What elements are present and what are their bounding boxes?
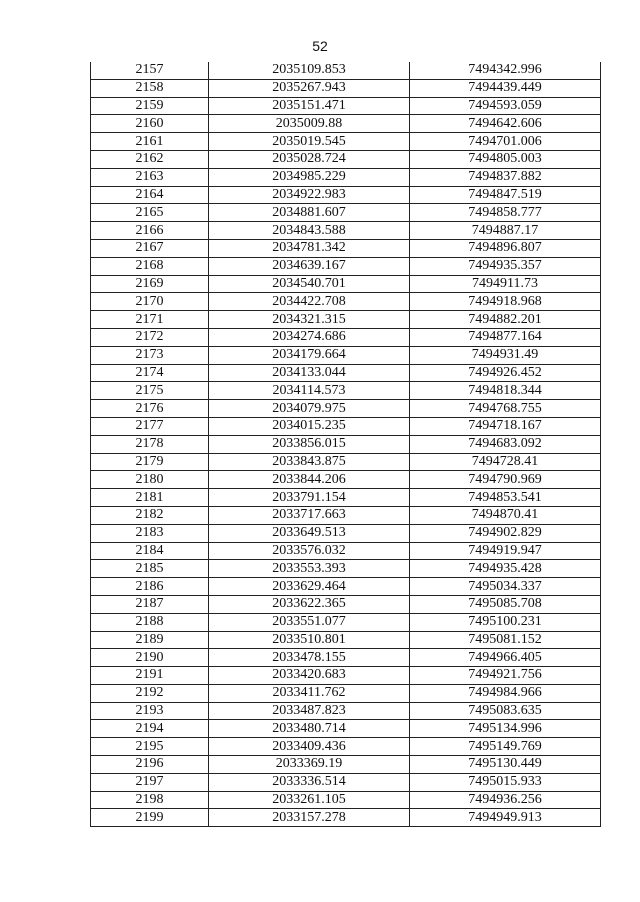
y-coordinate-cell: 7494818.344 [410, 382, 601, 400]
point-number-cell: 2170 [91, 293, 209, 311]
table-row [91, 684, 601, 702]
table-row [91, 293, 601, 311]
point-number-cell: 2190 [91, 649, 209, 667]
x-coordinate-cell: 2034639.167 [209, 257, 410, 275]
page-number: 52 [312, 38, 328, 54]
x-coordinate-cell: 2033369.19 [209, 756, 410, 774]
table-row [91, 773, 601, 791]
y-coordinate-cell: 7494837.882 [410, 168, 601, 186]
x-coordinate-cell: 2035267.943 [209, 79, 410, 97]
x-coordinate-cell: 2033791.154 [209, 489, 410, 507]
point-number-cell: 2157 [91, 62, 209, 79]
point-number-cell: 2195 [91, 738, 209, 756]
x-coordinate-cell: 2033844.206 [209, 471, 410, 489]
table-row [91, 239, 601, 257]
table-row [91, 649, 601, 667]
y-coordinate-cell: 7494949.913 [410, 809, 601, 827]
y-coordinate-cell: 7494936.256 [410, 791, 601, 809]
point-number-cell: 2164 [91, 186, 209, 204]
y-coordinate-cell: 7494701.006 [410, 133, 601, 151]
table-row [91, 595, 601, 613]
x-coordinate-cell: 2034133.044 [209, 364, 410, 382]
y-coordinate-cell: 7494911.73 [410, 275, 601, 293]
table-row [91, 471, 601, 489]
point-number-cell: 2175 [91, 382, 209, 400]
table-row [91, 667, 601, 685]
point-number-cell: 2167 [91, 239, 209, 257]
y-coordinate-cell: 7494805.003 [410, 150, 601, 168]
y-coordinate-cell: 7495134.996 [410, 720, 601, 738]
point-number-cell: 2197 [91, 773, 209, 791]
x-coordinate-cell: 2033622.365 [209, 595, 410, 613]
x-coordinate-cell: 2033649.513 [209, 524, 410, 542]
x-coordinate-cell: 2033409.436 [209, 738, 410, 756]
x-coordinate-cell: 2035028.724 [209, 150, 410, 168]
point-number-cell: 2158 [91, 79, 209, 97]
y-coordinate-cell: 7494858.777 [410, 204, 601, 222]
point-number-cell: 2163 [91, 168, 209, 186]
table-row [91, 168, 601, 186]
table-row [91, 97, 601, 115]
x-coordinate-cell: 2033420.683 [209, 667, 410, 685]
y-coordinate-cell: 7494935.428 [410, 560, 601, 578]
y-coordinate-cell: 7494768.755 [410, 400, 601, 418]
table-row [91, 186, 601, 204]
x-coordinate-cell: 2033629.464 [209, 578, 410, 596]
table-row [91, 435, 601, 453]
point-number-cell: 2183 [91, 524, 209, 542]
y-coordinate-cell: 7494882.201 [410, 311, 601, 329]
y-coordinate-cell: 7494926.452 [410, 364, 601, 382]
table-row [91, 417, 601, 435]
point-number-cell: 2165 [91, 204, 209, 222]
point-number-cell: 2184 [91, 542, 209, 560]
table-row [91, 133, 601, 151]
x-coordinate-cell: 2034422.708 [209, 293, 410, 311]
point-number-cell: 2174 [91, 364, 209, 382]
table-row [91, 364, 601, 382]
x-coordinate-cell: 2033411.762 [209, 684, 410, 702]
y-coordinate-cell: 7494439.449 [410, 79, 601, 97]
y-coordinate-cell: 7494342.996 [410, 62, 601, 79]
point-number-cell: 2194 [91, 720, 209, 738]
x-coordinate-cell: 2034922.983 [209, 186, 410, 204]
x-coordinate-cell: 2035151.471 [209, 97, 410, 115]
y-coordinate-cell: 7495130.449 [410, 756, 601, 774]
point-number-cell: 2198 [91, 791, 209, 809]
point-number-cell: 2166 [91, 222, 209, 240]
table-row [91, 150, 601, 168]
table-row [91, 328, 601, 346]
y-coordinate-cell: 7494593.059 [410, 97, 601, 115]
table-row [91, 79, 601, 97]
x-coordinate-cell: 2034781.342 [209, 239, 410, 257]
point-number-cell: 2180 [91, 471, 209, 489]
x-coordinate-cell: 2034843.588 [209, 222, 410, 240]
x-coordinate-cell: 2034321.315 [209, 311, 410, 329]
x-coordinate-cell: 2034881.607 [209, 204, 410, 222]
y-coordinate-cell: 7494966.405 [410, 649, 601, 667]
y-coordinate-cell: 7494902.829 [410, 524, 601, 542]
point-number-cell: 2171 [91, 311, 209, 329]
y-coordinate-cell: 7494642.606 [410, 115, 601, 133]
point-number-cell: 2181 [91, 489, 209, 507]
x-coordinate-cell: 2035109.853 [209, 62, 410, 79]
x-coordinate-cell: 2034540.701 [209, 275, 410, 293]
x-coordinate-cell: 2033717.663 [209, 506, 410, 524]
x-coordinate-cell: 2034179.664 [209, 346, 410, 364]
y-coordinate-cell: 7494935.357 [410, 257, 601, 275]
point-number-cell: 2168 [91, 257, 209, 275]
x-coordinate-cell: 2033478.155 [209, 649, 410, 667]
table-row [91, 560, 601, 578]
table-row [91, 400, 601, 418]
x-coordinate-cell: 2033576.032 [209, 542, 410, 560]
table-row [91, 453, 601, 471]
y-coordinate-cell: 7494728.41 [410, 453, 601, 471]
y-coordinate-cell: 7494853.541 [410, 489, 601, 507]
point-number-cell: 2179 [91, 453, 209, 471]
y-coordinate-cell: 7495083.635 [410, 702, 601, 720]
x-coordinate-cell: 2033480.714 [209, 720, 410, 738]
point-number-cell: 2185 [91, 560, 209, 578]
x-coordinate-cell: 2033261.105 [209, 791, 410, 809]
point-number-cell: 2182 [91, 506, 209, 524]
point-number-cell: 2169 [91, 275, 209, 293]
point-number-cell: 2199 [91, 809, 209, 827]
table-row [91, 62, 601, 79]
point-number-cell: 2162 [91, 150, 209, 168]
table-row [91, 311, 601, 329]
table-row [91, 631, 601, 649]
y-coordinate-cell: 7495085.708 [410, 595, 601, 613]
point-number-cell: 2176 [91, 400, 209, 418]
y-coordinate-cell: 7494919.947 [410, 542, 601, 560]
y-coordinate-cell: 7494931.49 [410, 346, 601, 364]
table-row [91, 738, 601, 756]
x-coordinate-cell: 2033157.278 [209, 809, 410, 827]
x-coordinate-cell: 2034274.686 [209, 328, 410, 346]
table-row [91, 204, 601, 222]
y-coordinate-cell: 7495100.231 [410, 613, 601, 631]
table-row [91, 382, 601, 400]
point-number-cell: 2192 [91, 684, 209, 702]
y-coordinate-cell: 7495081.152 [410, 631, 601, 649]
table-row [91, 756, 601, 774]
point-number-cell: 2186 [91, 578, 209, 596]
x-coordinate-cell: 2034015.235 [209, 417, 410, 435]
point-number-cell: 2178 [91, 435, 209, 453]
y-coordinate-cell: 7494887.17 [410, 222, 601, 240]
table-row [91, 720, 601, 738]
table-row [91, 346, 601, 364]
x-coordinate-cell: 2033510.801 [209, 631, 410, 649]
y-coordinate-cell: 7494918.968 [410, 293, 601, 311]
x-coordinate-cell: 2033553.393 [209, 560, 410, 578]
point-number-cell: 2188 [91, 613, 209, 631]
y-coordinate-cell: 7495149.769 [410, 738, 601, 756]
y-coordinate-cell: 7494847.519 [410, 186, 601, 204]
x-coordinate-cell: 2033843.875 [209, 453, 410, 471]
point-number-cell: 2160 [91, 115, 209, 133]
table-row [91, 613, 601, 631]
coordinates-table [90, 62, 601, 827]
point-number-cell: 2173 [91, 346, 209, 364]
y-coordinate-cell: 7494896.807 [410, 239, 601, 257]
point-number-cell: 2159 [91, 97, 209, 115]
point-number-cell: 2191 [91, 667, 209, 685]
y-coordinate-cell: 7495015.933 [410, 773, 601, 791]
y-coordinate-cell: 7494683.092 [410, 435, 601, 453]
table-row [91, 524, 601, 542]
table-row [91, 578, 601, 596]
table-row [91, 791, 601, 809]
x-coordinate-cell: 2033487.823 [209, 702, 410, 720]
point-number-cell: 2187 [91, 595, 209, 613]
y-coordinate-cell: 7495034.337 [410, 578, 601, 596]
table-row [91, 222, 601, 240]
coordinates-table-body [91, 62, 601, 827]
point-number-cell: 2189 [91, 631, 209, 649]
table-row [91, 275, 601, 293]
point-number-cell: 2161 [91, 133, 209, 151]
y-coordinate-cell: 7494877.164 [410, 328, 601, 346]
x-coordinate-cell: 2034114.573 [209, 382, 410, 400]
point-number-cell: 2177 [91, 417, 209, 435]
table-row [91, 542, 601, 560]
table-row [91, 506, 601, 524]
point-number-cell: 2196 [91, 756, 209, 774]
table-row [91, 809, 601, 827]
y-coordinate-cell: 7494870.41 [410, 506, 601, 524]
x-coordinate-cell: 2035019.545 [209, 133, 410, 151]
point-number-cell: 2172 [91, 328, 209, 346]
table-row [91, 257, 601, 275]
y-coordinate-cell: 7494921.756 [410, 667, 601, 685]
x-coordinate-cell: 2034985.229 [209, 168, 410, 186]
x-coordinate-cell: 2033336.514 [209, 773, 410, 791]
y-coordinate-cell: 7494790.969 [410, 471, 601, 489]
y-coordinate-cell: 7494718.167 [410, 417, 601, 435]
point-number-cell: 2193 [91, 702, 209, 720]
y-coordinate-cell: 7494984.966 [410, 684, 601, 702]
table-row [91, 489, 601, 507]
x-coordinate-cell: 2034079.975 [209, 400, 410, 418]
table-row [91, 115, 601, 133]
x-coordinate-cell: 2033856.015 [209, 435, 410, 453]
x-coordinate-cell: 2033551.077 [209, 613, 410, 631]
table-row [91, 702, 601, 720]
x-coordinate-cell: 2035009.88 [209, 115, 410, 133]
